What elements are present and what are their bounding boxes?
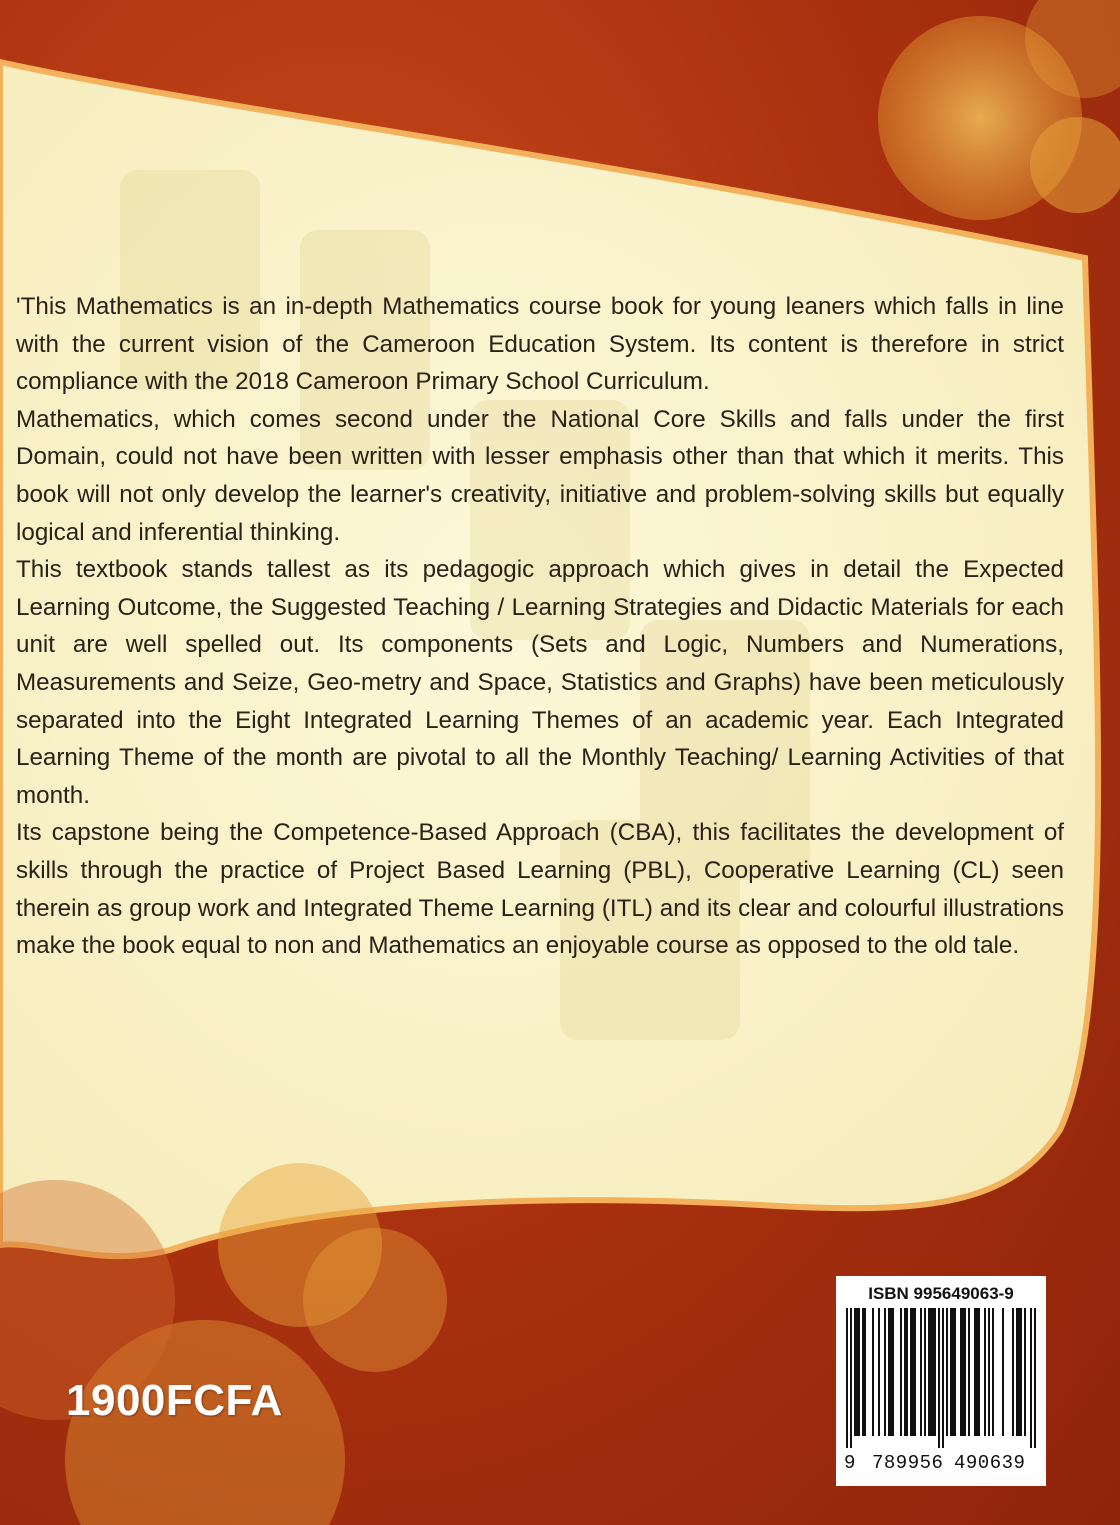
barcode-bar: [1012, 1308, 1014, 1436]
barcode-bar: [992, 1308, 994, 1436]
paragraph-intro: 'This Mathematics is an in-depth Mathematics course book for young leaners which falls in line with the current vision of the Cameroon Education System. Its content is therefore in strict compliance with the 2018 Cameroon Primary School Curriculum.: [16, 293, 1064, 396]
paragraph-capstone: Its capstone being the Competence-Based Approach (CBA), this facilitates the development of skills through the practice of Project Based Learning (PBL), Cooperative Learning (CL) seen therein as group work and Integrated Theme Learning (ITL) and its clear and colourful illustrations make the book equal to non and Mathematics an enjoyable course as opposed to the old tale.: [16, 819, 1064, 960]
barcode-bar: [942, 1308, 944, 1448]
barcode-bar: [938, 1308, 940, 1448]
isbn-barcode: [836, 1276, 1046, 1486]
barcode-bar: [952, 1308, 954, 1436]
barcode-bar: [988, 1308, 990, 1436]
barcode-bar: [900, 1308, 902, 1436]
paragraph-core-skills: Mathematics, which comes second under the National Core Skills and falls under the first Domain, could not have been written with lesser emphasis other than that which it merits. This book will not only develop the learner's creativity, initiative and problem-solving skills but equally logical and inferential thinking.: [16, 405, 1064, 546]
barcode-bar: [932, 1308, 934, 1436]
barcode-bar: [962, 1308, 964, 1436]
barcode-right-digits: 490639: [954, 1452, 1026, 1474]
barcode-bar: [914, 1308, 916, 1436]
barcode-bar: [850, 1308, 852, 1448]
barcode-bar: [904, 1308, 906, 1436]
barcode-bar: [858, 1308, 860, 1436]
barcode-bar: [1002, 1308, 1004, 1436]
barcode-bar: [1020, 1308, 1022, 1436]
barcode-bar: [968, 1308, 970, 1436]
barcode-bar: [934, 1308, 936, 1436]
barcode-bar: [1030, 1308, 1032, 1448]
barcode-bar: [890, 1308, 892, 1436]
barcode-bar: [1018, 1308, 1020, 1436]
barcode-bar: [1034, 1308, 1036, 1448]
barcode-bar: [930, 1308, 932, 1436]
barcode-bar: [846, 1308, 848, 1448]
barcode-bar: [978, 1308, 980, 1436]
barcode-bar: [1024, 1308, 1026, 1436]
barcode-bar: [884, 1308, 886, 1436]
barcode-first-digit: 9: [844, 1452, 856, 1474]
barcode-bar: [906, 1308, 908, 1436]
barcode-bar: [960, 1308, 962, 1436]
isbn-label: ISBN 995649063-9: [868, 1284, 1014, 1303]
barcode-bar: [910, 1308, 912, 1436]
barcode-bar: [976, 1308, 978, 1436]
barcode-bar: [946, 1308, 948, 1436]
barcode-bar: [864, 1308, 866, 1436]
barcode-left-digits: 789956: [872, 1452, 944, 1474]
barcode-bar: [872, 1308, 874, 1436]
barcode-bar: [1016, 1308, 1018, 1436]
description-text: [16, 288, 1064, 965]
barcode-bar: [854, 1308, 856, 1436]
barcode-bar: [888, 1308, 890, 1436]
price-label: 1900FCFA: [66, 1376, 283, 1425]
barcode-bar: [892, 1308, 894, 1436]
bubble-decoration: [303, 1228, 447, 1372]
barcode-bars: [846, 1308, 1036, 1448]
barcode-bar: [862, 1308, 864, 1436]
barcode-bar: [928, 1308, 930, 1436]
barcode-bar: [950, 1308, 952, 1436]
paragraph-approach: This textbook stands tallest as its pedagogic approach which gives in detail the Expected Learning Outcome, the Suggested Teaching / Learning Strategies and Didactic Materials for each unit are well spelled out. Its components (Sets and Logic, Numbers and Numerations, Measurements and Seize, Geo-metry and Space, Statistics and Graphs) have been meticulously separated into the Eight Integrated Learning Themes of an academic year. Each Integrated Learning Theme of the month are pivotal to all the Monthly Teaching/ Learning Activities of that month.: [16, 556, 1064, 809]
barcode-bar: [924, 1308, 926, 1436]
barcode-bar: [920, 1308, 922, 1436]
barcode-bar: [964, 1308, 966, 1436]
barcode-bar: [912, 1308, 914, 1436]
barcode-bar: [954, 1308, 956, 1436]
barcode-bar: [856, 1308, 858, 1436]
barcode-bar: [974, 1308, 976, 1436]
barcode-bar: [984, 1308, 986, 1436]
barcode-bar: [878, 1308, 880, 1436]
